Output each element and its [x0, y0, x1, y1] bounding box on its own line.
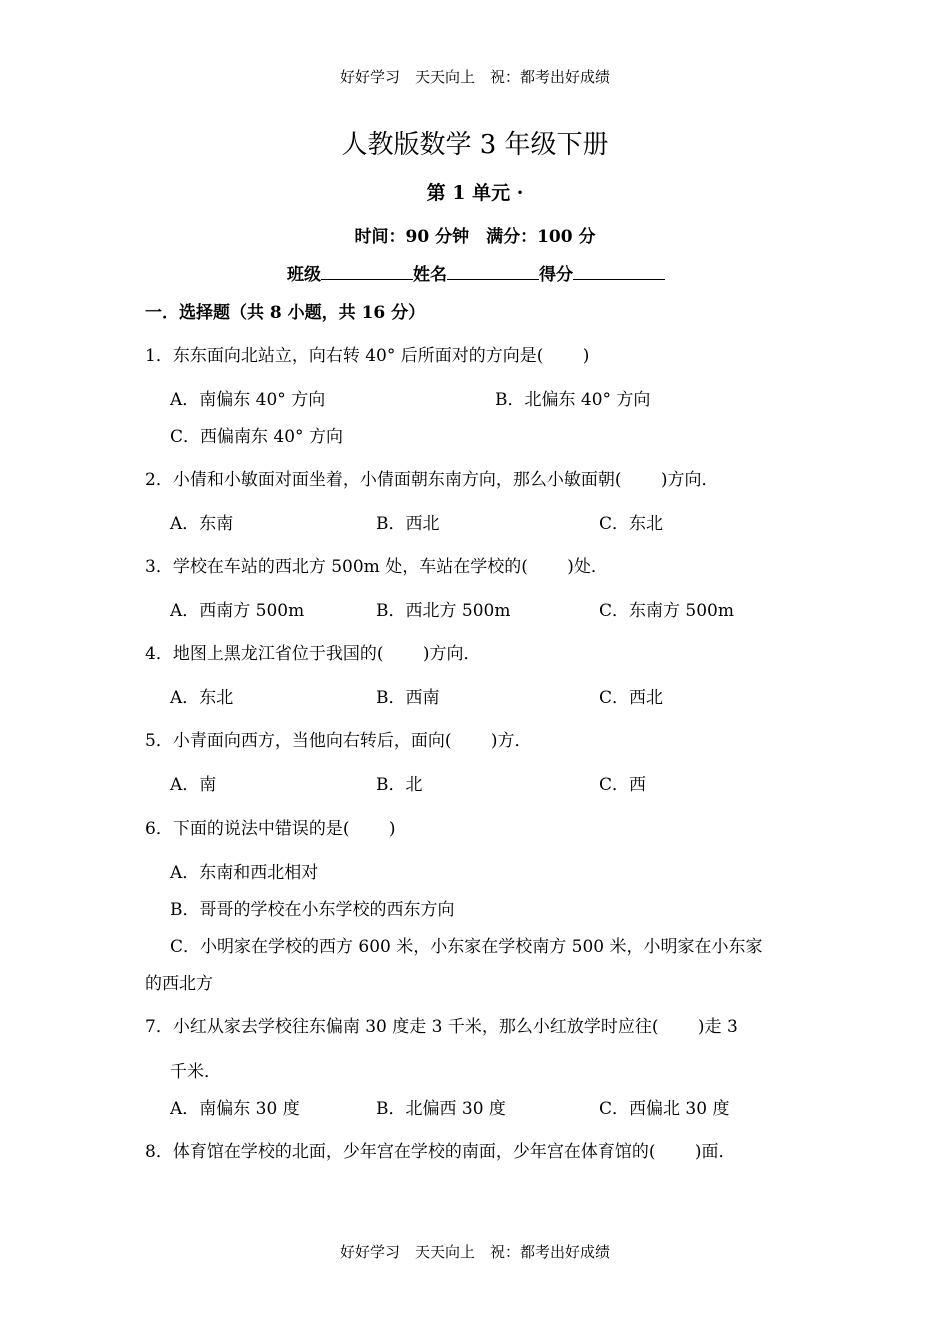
q6-option-b: B．哥哥的学校在小东学校的西东方向 — [170, 900, 455, 920]
q7-option-c: C．西偏北 30 度 — [599, 1099, 730, 1119]
q1-option-c: C．西偏南东 40° 方向 — [170, 427, 343, 447]
q7-option-a: A．南偏东 30 度 — [170, 1099, 300, 1119]
question-8: 8．体育馆在学校的北面，少年宫在学校的南面，少年宫在体育馆的( )面． — [145, 1142, 736, 1162]
class-blank[interactable] — [321, 263, 413, 280]
score-blank[interactable] — [573, 263, 665, 280]
q5-option-b: B．北 — [376, 775, 423, 795]
q4-option-a: A．东北 — [170, 688, 234, 708]
q2-option-a: A．东南 — [170, 514, 234, 534]
class-label: 班级 — [287, 265, 321, 285]
page-footer: 好好学习 天天向上 祝：都考出好成绩 — [339, 1243, 610, 1261]
q5-option-c: C．西 — [599, 775, 647, 795]
q4-option-c: C．西北 — [599, 688, 664, 708]
q6-option-c-continued: 的西北方 — [145, 974, 213, 994]
question-2: 2．小倩和小敏面对面坐着，小倩面朝东南方向，那么小敏面朝( )方向． — [145, 470, 719, 490]
q7-option-b: B．北偏西 30 度 — [376, 1099, 506, 1119]
question-1: 1．东东面向北站立，向右转 40° 后所面对的方向是( ) — [145, 346, 590, 366]
score-label: 得分 — [539, 265, 573, 285]
question-6: 6．下面的说法中错误的是( ) — [145, 819, 396, 839]
name-label: 姓名 — [413, 265, 447, 285]
question-4: 4．地图上黑龙江省位于我国的( )方向． — [145, 644, 481, 664]
section-heading: 一．选择题（共 8 小题，共 16 分） — [145, 303, 426, 323]
page-title: 人教版数学 3 年级下册 — [341, 130, 609, 160]
q4-option-b: B．西南 — [376, 688, 440, 708]
q1-option-b: B．北偏东 40° 方向 — [495, 390, 651, 410]
q5-option-a: A．南 — [170, 775, 217, 795]
question-5: 5．小青面向西方，当他向右转后，面向( )方． — [145, 731, 532, 751]
q3-option-a: A．西南方 500m — [170, 601, 305, 621]
name-blank[interactable] — [447, 263, 539, 280]
q2-option-c: C．东北 — [599, 514, 664, 534]
time-score-info: 时间：90 分钟 满分：100 分 — [354, 227, 596, 247]
q3-option-b: B．西北方 500m — [376, 601, 511, 621]
page-header: 好好学习 天天向上 祝：都考出好成绩 — [339, 68, 610, 86]
unit-subtitle: 第 1 单元 · — [426, 182, 524, 204]
question-7-continued: 千米． — [170, 1062, 221, 1082]
q1-option-a: A．南偏东 40° 方向 — [170, 390, 326, 410]
q6-option-a: A．东南和西北相对 — [170, 863, 319, 883]
student-fields — [287, 260, 665, 285]
question-7: 7．小红从家去学校往东偏南 30 度走 3 千米，那么小红放学时应往( )走 3 — [145, 1017, 738, 1037]
q2-option-b: B．西北 — [376, 514, 440, 534]
q3-option-c: C．东南方 500m — [599, 601, 734, 621]
q6-option-c: C．小明家在学校的西方 600 米，小东家在学校南方 500 米，小明家在小东家 — [170, 937, 763, 957]
question-3: 3．学校在车站的西北方 500m 处，车站在学校的( )处． — [145, 557, 608, 577]
